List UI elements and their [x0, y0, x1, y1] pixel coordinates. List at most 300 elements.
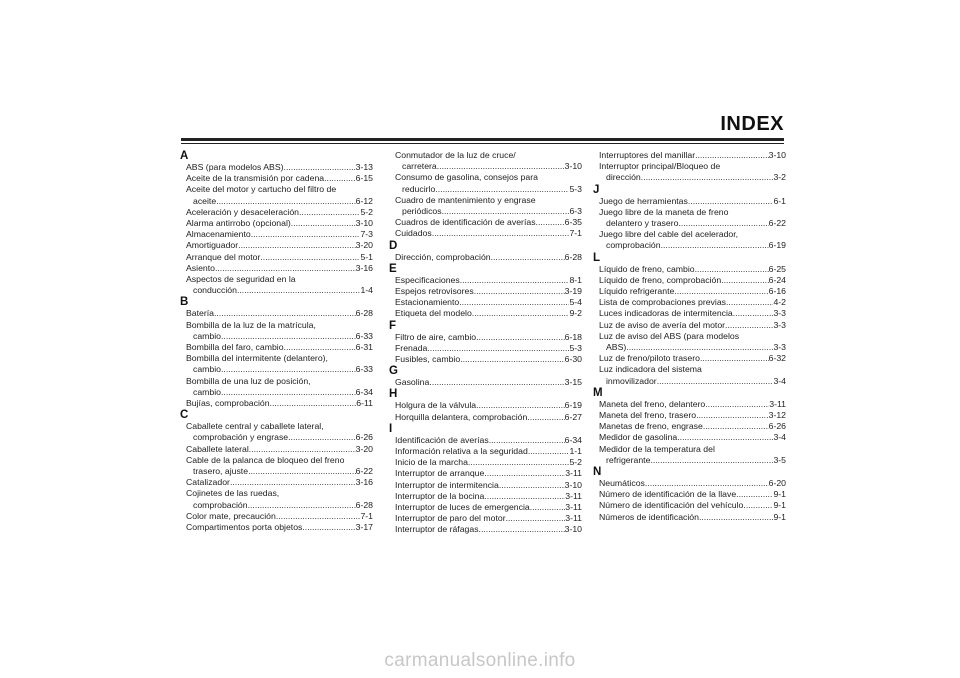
index-entry[interactable] [387, 502, 582, 513]
index-entry[interactable] [591, 286, 786, 297]
index-column-1 [178, 150, 373, 533]
index-entry[interactable] [178, 162, 373, 173]
entry-text: Bombilla del faro, cambio [186, 342, 284, 353]
index-entry[interactable] [387, 275, 582, 286]
page-number: 6-30 [564, 354, 582, 365]
index-entry[interactable] [591, 320, 786, 331]
index-entry[interactable] [387, 195, 582, 217]
index-entry[interactable] [178, 173, 373, 184]
page-number: 3-11 [565, 502, 582, 513]
dot-leader [530, 502, 566, 513]
section-letter: D [389, 239, 398, 252]
entry-text: delantero y trasero [606, 218, 679, 229]
entry-text: periódicos [402, 206, 442, 217]
entry-text: cambio [193, 330, 222, 341]
entry-text: Identificación de averías [395, 434, 489, 445]
index-entry[interactable] [387, 480, 582, 491]
entry-text: Especificaciones [395, 274, 460, 285]
entry-text: Cuidados [395, 228, 432, 239]
index-entry[interactable] [591, 331, 786, 353]
entry-text: Bombilla de una luz de posición, [186, 375, 311, 386]
dot-leader [721, 275, 768, 286]
page-number: 6-34 [564, 434, 582, 445]
dot-leader [221, 331, 356, 342]
index-entry[interactable] [178, 421, 373, 443]
page-number: 3-3 [773, 308, 786, 319]
entry-text: Amortiguador [186, 240, 239, 251]
entry-text: Lista de comprobaciones previas [599, 297, 727, 308]
page-number: 9-1 [773, 489, 786, 500]
entry-text: Interruptor principal/Bloqueo de [599, 161, 721, 172]
section-letter: L [593, 251, 601, 264]
index-entry[interactable] [591, 207, 786, 229]
index-entry[interactable] [591, 444, 786, 466]
entry-text: Cable de la palanca de bloqueo del freno [186, 454, 345, 465]
section-letter: H [389, 388, 398, 401]
page-number: 6-32 [768, 353, 786, 364]
index-entry[interactable] [178, 342, 373, 353]
entry-text: Color mate, precaución [186, 510, 276, 521]
page-number: 9-2 [569, 308, 582, 319]
dot-leader [474, 286, 565, 297]
page-number: 3-2 [773, 172, 786, 183]
page-number: 6-11 [356, 398, 373, 409]
page-number: 3-4 [773, 375, 786, 386]
section-letter: J [593, 183, 600, 196]
index-entry[interactable] [178, 477, 373, 488]
page-number: 6-19 [564, 400, 582, 411]
entry-text: Información relativa a la seguridad [395, 446, 528, 457]
entry-text: Estacionamiento [395, 297, 460, 308]
section-letter: N [593, 466, 602, 479]
dot-leader [276, 511, 361, 522]
page-number: 3-10 [564, 524, 582, 535]
dot-leader [695, 150, 769, 161]
page-number: 3-5 [773, 454, 786, 465]
index-entry[interactable] [387, 308, 582, 319]
page-number: 4-2 [773, 297, 786, 308]
entry-text: Caballete lateral [186, 443, 249, 454]
entry-text: Catalizador [186, 477, 230, 488]
page-number: 7-1 [360, 510, 373, 521]
entry-text: Interruptor de la bocina [395, 490, 485, 501]
page-number: 3-4 [773, 432, 786, 443]
index-entry[interactable] [387, 513, 582, 524]
dot-leader [641, 172, 774, 183]
entry-text: Cuadro de mantenimiento y engrase [395, 194, 536, 205]
index-column-3 [591, 150, 786, 523]
index-entry[interactable] [387, 217, 582, 228]
dot-leader [645, 478, 769, 489]
dot-leader [435, 184, 569, 195]
entry-text: cambio [193, 386, 222, 397]
dot-leader [270, 398, 357, 409]
entry-text: Inicio de la marcha [395, 457, 468, 468]
entry-text: Fusibles, cambio [395, 354, 461, 365]
page-number: 3-10 [768, 150, 786, 160]
index-entry[interactable] [387, 354, 582, 365]
page-number: 3-11 [769, 398, 786, 409]
index-entry[interactable] [178, 376, 373, 398]
page-number: 3-11 [565, 513, 582, 524]
index-entry[interactable] [387, 446, 582, 457]
entry-text: Interruptor de luces de emergencia [395, 502, 530, 513]
page-number: 5-4 [569, 297, 582, 308]
dot-leader [302, 522, 355, 533]
index-entry[interactable] [178, 218, 373, 229]
dot-leader [251, 229, 361, 240]
page-number: 6-22 [355, 466, 373, 477]
dot-leader [238, 240, 355, 251]
dot-leader [221, 387, 356, 398]
dot-leader [324, 173, 355, 184]
page-number: 6-15 [355, 173, 373, 184]
page-number: 8-1 [569, 274, 582, 285]
index-entry[interactable] [178, 511, 373, 522]
dot-leader [699, 512, 773, 523]
dot-leader [528, 446, 570, 457]
dot-leader [733, 308, 774, 319]
entry-text: Frenada [395, 342, 428, 353]
index-entry[interactable] [591, 432, 786, 443]
dot-leader [476, 332, 564, 343]
index-entry[interactable] [178, 240, 373, 251]
page-number: 9-1 [773, 500, 786, 511]
index-entry[interactable] [178, 320, 373, 342]
entry-text: Alarma antirrobo (opcional) [186, 218, 291, 229]
entry-text: Cojinetes de las ruedas, [186, 488, 280, 499]
dot-leader [484, 468, 565, 479]
page-number: 3-11 [565, 468, 582, 479]
dot-leader [476, 400, 564, 411]
dot-leader [460, 275, 570, 286]
dot-leader [260, 252, 360, 263]
entry-text: aceite [193, 195, 217, 206]
index-entry[interactable] [178, 488, 373, 510]
page-number: 3-11 [565, 490, 582, 501]
index-entry[interactable] [387, 377, 582, 388]
dot-leader [460, 354, 564, 365]
dot-leader [696, 410, 769, 421]
index-entry[interactable] [591, 264, 786, 275]
page-number: 3-16 [355, 262, 373, 273]
page-number: 7-3 [360, 229, 373, 240]
dot-leader [249, 444, 356, 455]
entry-text: Caballete central y caballete lateral, [186, 421, 324, 432]
dot-leader [237, 285, 360, 296]
entry-text: Maneta del freno, trasero [599, 410, 697, 421]
page-number: 3-17 [355, 522, 373, 533]
entry-text: Aceite del motor y cartucho del filtro de [186, 184, 337, 195]
dot-leader [489, 435, 565, 446]
entry-text: cambio [193, 364, 222, 375]
entry-text: Bombilla del intermitente (delantero), [186, 353, 328, 364]
dot-leader [248, 466, 356, 477]
entry-text: Medidor de gasolina [599, 432, 678, 443]
index-entry[interactable] [591, 489, 786, 500]
entry-text: Luz indicadora del sistema [599, 364, 702, 375]
index-entry[interactable] [591, 500, 786, 511]
entry-text: inmovilizador [606, 375, 657, 386]
entry-text: comprobación [193, 499, 248, 510]
index-entry[interactable] [387, 286, 582, 297]
page-number: 5-3 [569, 342, 582, 353]
dot-leader [284, 162, 356, 173]
index-entry[interactable] [591, 297, 786, 308]
index-entry[interactable] [387, 332, 582, 343]
entry-text: Bujías, comprobación [186, 398, 270, 409]
index-entry[interactable] [178, 353, 373, 375]
dot-leader [484, 491, 565, 502]
page-number: 6-33 [355, 364, 373, 375]
index-entry[interactable] [591, 478, 786, 489]
section-letter: E [389, 262, 397, 275]
index-entry[interactable] [178, 263, 373, 274]
section-letter: B [180, 296, 189, 309]
dot-leader [288, 432, 355, 443]
entry-text: comprobación [606, 240, 661, 251]
index-entry[interactable] [591, 364, 786, 386]
page-number: 3-19 [564, 286, 582, 297]
entry-text: Espejos retrovisores [395, 286, 474, 297]
index-entry[interactable] [591, 229, 786, 251]
dot-leader [284, 342, 356, 353]
entry-text: Cuadros de identificación de averías [395, 217, 536, 228]
page-number: 5-2 [360, 206, 373, 217]
entry-text: Número de identificación de la llave [599, 489, 737, 500]
entry-text: Filtro de aire, cambio [395, 331, 477, 342]
dot-leader [214, 308, 356, 319]
entry-text: carretera [402, 161, 437, 172]
page-number: 6-33 [355, 330, 373, 341]
index-entry[interactable] [387, 435, 582, 446]
index-entry[interactable] [387, 172, 582, 194]
entry-text: Dirección, comprobación [395, 251, 491, 262]
page-number: 3-20 [355, 443, 373, 454]
index-entry[interactable] [178, 229, 373, 240]
index-entry[interactable] [387, 457, 582, 468]
entry-text: Líquido de freno, cambio [599, 263, 695, 274]
page-number: 6-24 [768, 274, 786, 285]
index-entry[interactable] [178, 308, 373, 319]
page-number: 3-12 [768, 410, 786, 421]
page-number: 3-10 [564, 161, 582, 172]
page-number: 3-16 [355, 477, 373, 488]
page-number: 6-19 [768, 240, 786, 251]
page-number: 1-1 [569, 446, 582, 457]
entry-text: Maneta del freno, delantero [599, 398, 706, 409]
index-entry[interactable] [387, 150, 582, 172]
page-number: 6-31 [355, 342, 373, 353]
dot-leader [479, 524, 565, 535]
dot-leader [650, 455, 773, 466]
dot-leader [216, 196, 355, 207]
page-number: 5-2 [569, 457, 582, 468]
dot-leader [299, 207, 360, 218]
dot-leader [657, 376, 774, 387]
dot-leader [700, 353, 769, 364]
entry-text: Almacenamiento [186, 229, 251, 240]
page-number: 6-1 [773, 195, 786, 206]
index-entry[interactable] [178, 252, 373, 263]
dot-leader [674, 286, 768, 297]
dot-leader [459, 297, 569, 308]
index-column-2 [387, 150, 582, 536]
entry-text: Bombilla de la luz de la matrícula, [186, 319, 316, 330]
entry-text: Luz de freno/piloto trasero [599, 353, 700, 364]
header-rule-thick [181, 138, 784, 141]
page-number: 1-4 [360, 285, 373, 296]
dot-leader [468, 457, 570, 468]
dot-leader [626, 342, 773, 353]
dot-leader [688, 196, 774, 207]
index-entry[interactable] [591, 410, 786, 421]
entry-text: comprobación y engrase [193, 432, 289, 443]
page-number: 6-28 [564, 251, 582, 262]
entry-text: dirección [606, 172, 641, 183]
entry-text: Gasolina [395, 377, 430, 388]
dot-leader [695, 264, 769, 275]
entry-text: ABS (para modelos ABS) [186, 162, 284, 172]
entry-text: Neumáticos [599, 478, 645, 489]
index-entry[interactable] [387, 297, 582, 308]
page-number: 6-26 [355, 432, 373, 443]
entry-text: Luces indicadoras de intermitencia [599, 308, 733, 319]
dot-leader [506, 513, 566, 524]
index-entry[interactable] [591, 275, 786, 286]
entry-text: Aceite de la transmisión por cadena [186, 173, 325, 184]
page-number: 3-15 [564, 377, 582, 388]
page-number: 3-3 [773, 342, 786, 353]
index-entry[interactable] [387, 343, 582, 354]
entry-text: Compartimentos porta objetos [186, 522, 303, 533]
watermark: carmanualsonline.info [384, 650, 576, 671]
page-number: 5-3 [569, 183, 582, 194]
page-number: 6-22 [768, 218, 786, 229]
dot-leader [527, 412, 564, 423]
dot-leader [429, 377, 564, 388]
entry-text: trasero, ajuste [193, 466, 249, 477]
index-entry[interactable] [591, 353, 786, 364]
dot-leader [230, 477, 356, 488]
entry-text: Interruptor de arranque [395, 468, 485, 479]
entry-text: Holgura de la válvula [395, 400, 477, 411]
entry-text: Juego libre de la maneta de freno [599, 206, 729, 217]
index-entry[interactable] [178, 184, 373, 206]
entry-text: Interruptor de ráfagas [395, 524, 479, 535]
entry-text: Conmutador de la luz de cruce/ [395, 150, 516, 160]
entry-text: ABS) [606, 342, 627, 353]
index-entry[interactable] [387, 491, 582, 502]
entry-text: Juego de herramientas [599, 195, 688, 206]
index-entry[interactable] [178, 274, 373, 296]
dot-leader [248, 500, 356, 511]
index-entry[interactable] [387, 468, 582, 479]
entry-text: Manetas de freno, engrase [599, 421, 703, 432]
index-entry[interactable] [591, 512, 786, 523]
section-letter: C [180, 409, 189, 422]
entry-text: Interruptor de paro del motor [395, 513, 506, 524]
index-entry[interactable] [591, 161, 786, 183]
dot-leader [472, 308, 570, 319]
page-number: 6-18 [564, 331, 582, 342]
dot-leader [442, 206, 570, 217]
dot-leader [703, 421, 769, 432]
index-entry[interactable] [178, 207, 373, 218]
header-rule-thin [181, 143, 784, 144]
entry-text: Horquilla delantera, comprobación [395, 411, 528, 422]
dot-leader [743, 500, 773, 511]
index-entry[interactable] [178, 522, 373, 533]
page-title: INDEX [720, 113, 784, 135]
entry-text: Luz de aviso de avería del motor [599, 319, 726, 330]
index-entry[interactable] [178, 455, 373, 477]
section-letter: G [389, 365, 398, 378]
entry-text: Arranque del motor [186, 251, 261, 262]
entry-text: Batería [186, 308, 215, 319]
dot-leader [491, 252, 565, 263]
index-entry[interactable] [591, 196, 786, 207]
index-entry[interactable] [178, 398, 373, 409]
dot-leader [499, 480, 565, 491]
entry-text: Medidor de la temperatura del [599, 443, 715, 454]
dot-leader [726, 297, 773, 308]
entry-text: reducirlo [402, 183, 436, 194]
index-entry[interactable] [591, 399, 786, 410]
section-letter: M [593, 386, 603, 399]
dot-leader [221, 364, 356, 375]
dot-leader [725, 320, 773, 331]
index-entry[interactable] [387, 524, 582, 535]
page-number: 7-1 [569, 228, 582, 239]
page-number: 3-13 [355, 162, 373, 172]
page-number: 6-28 [355, 308, 373, 319]
entry-text: Número de identificación del vehículo [599, 500, 744, 511]
page-number: 6-3 [569, 206, 582, 217]
entry-text: Números de identificación [599, 511, 699, 522]
page-number: 6-16 [768, 286, 786, 297]
index-entry[interactable] [387, 252, 582, 263]
index-entry[interactable] [591, 308, 786, 319]
entry-text: Consumo de gasolina, consejos para [395, 172, 538, 183]
section-letter: I [389, 422, 393, 435]
entry-text: Asiento [186, 262, 215, 273]
entry-text: conducción [193, 285, 237, 296]
entry-text: refrigerante [606, 454, 651, 465]
entry-text: Líquido refrigerante [599, 286, 675, 297]
dot-leader [427, 343, 569, 354]
dot-leader [291, 218, 356, 229]
dot-leader [437, 161, 565, 172]
page-number: 6-35 [564, 217, 582, 228]
dot-leader [705, 399, 769, 410]
page-number: 6-25 [768, 263, 786, 274]
page-number: 6-34 [355, 386, 373, 397]
page-number: 6-27 [564, 411, 582, 422]
index-entry[interactable] [178, 444, 373, 455]
page-number: 3-20 [355, 240, 373, 251]
index-entry[interactable] [591, 150, 786, 161]
index-entry[interactable] [387, 400, 582, 411]
dot-leader [678, 218, 768, 229]
section-letter: F [389, 319, 397, 332]
index-entry[interactable] [387, 412, 582, 423]
index-entry[interactable] [591, 421, 786, 432]
page-number: 6-20 [768, 478, 786, 489]
page-number: 3-3 [773, 319, 786, 330]
page-number: 9-1 [773, 511, 786, 522]
index-entry[interactable] [387, 228, 582, 239]
